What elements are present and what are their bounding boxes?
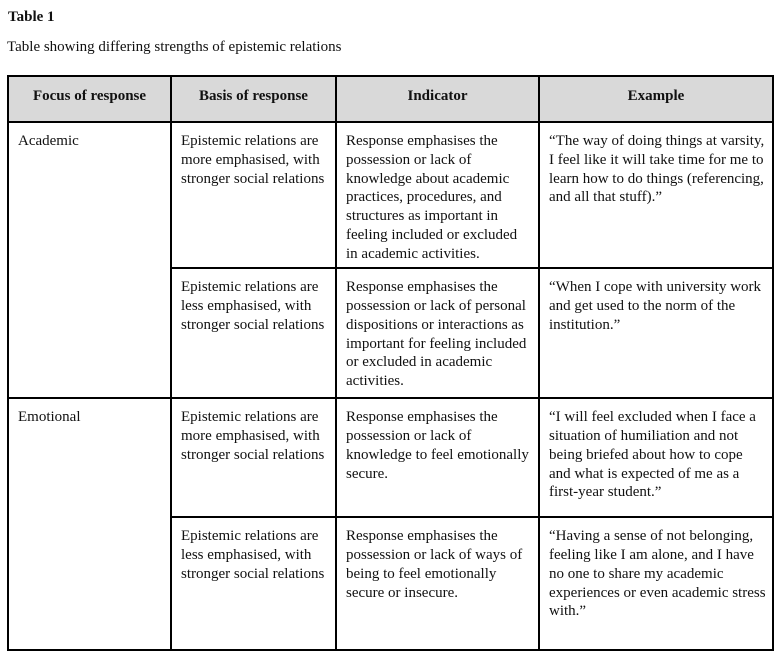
column-header-indicator: Indicator bbox=[336, 76, 539, 122]
table-number: Table 1 bbox=[8, 9, 55, 25]
table-caption: Table showing differing strengths of epistemic relations bbox=[7, 38, 342, 55]
basis-cell: Epistemic relations are less emphasised, with stronger social relations bbox=[171, 268, 336, 398]
indicator-cell: Response emphasises the possession or lack of knowledge to feel emotionally secure. bbox=[336, 398, 539, 517]
table-row-emotional-1 bbox=[8, 398, 773, 517]
example-cell: “The way of doing things at varsity, I feel like it will take time for me to learn how to do things (referencing, and all that stuff).” bbox=[539, 122, 773, 268]
example-cell: “When I cope with university work and get used to the norm of the institution.” bbox=[539, 268, 773, 398]
focus-cell-emotional: Emotional bbox=[8, 398, 171, 650]
indicator-cell: Response emphasises the possession or lack of knowledge about academic practices, procedures, and structures as important in feeling included or excluded in academic activities. bbox=[336, 122, 539, 268]
focus-cell-academic: Academic bbox=[8, 122, 171, 398]
basis-cell: Epistemic relations are more emphasised, with stronger social relations bbox=[171, 398, 336, 517]
column-header-basis-of-response: Basis of response bbox=[171, 76, 336, 122]
column-header-focus-of-response: Focus of response bbox=[8, 76, 171, 122]
table-header-row bbox=[8, 76, 773, 122]
basis-cell: Epistemic relations are more emphasised, with stronger social relations bbox=[171, 122, 336, 268]
epistemic-relations-table bbox=[7, 75, 774, 651]
indicator-cell: Response emphasises the possession or lack of personal dispositions or interactions as important for feeling included or excluded in academic activities. bbox=[336, 268, 539, 398]
example-cell: “I will feel excluded when I face a situation of humiliation and not being briefed about how to cope and what is expected of me as a first-year student.” bbox=[539, 398, 773, 517]
basis-cell: Epistemic relations are less emphasised, with stronger social relations bbox=[171, 517, 336, 650]
column-header-example: Example bbox=[539, 76, 773, 122]
indicator-cell: Response emphasises the possession or lack of ways of being to feel emotionally secure or insecure. bbox=[336, 517, 539, 650]
table-row-academic-1 bbox=[8, 122, 773, 268]
example-cell: “Having a sense of not belonging, feeling like I am alone, and I have no one to share my academic experiences or even academic stress with.” bbox=[539, 517, 773, 650]
